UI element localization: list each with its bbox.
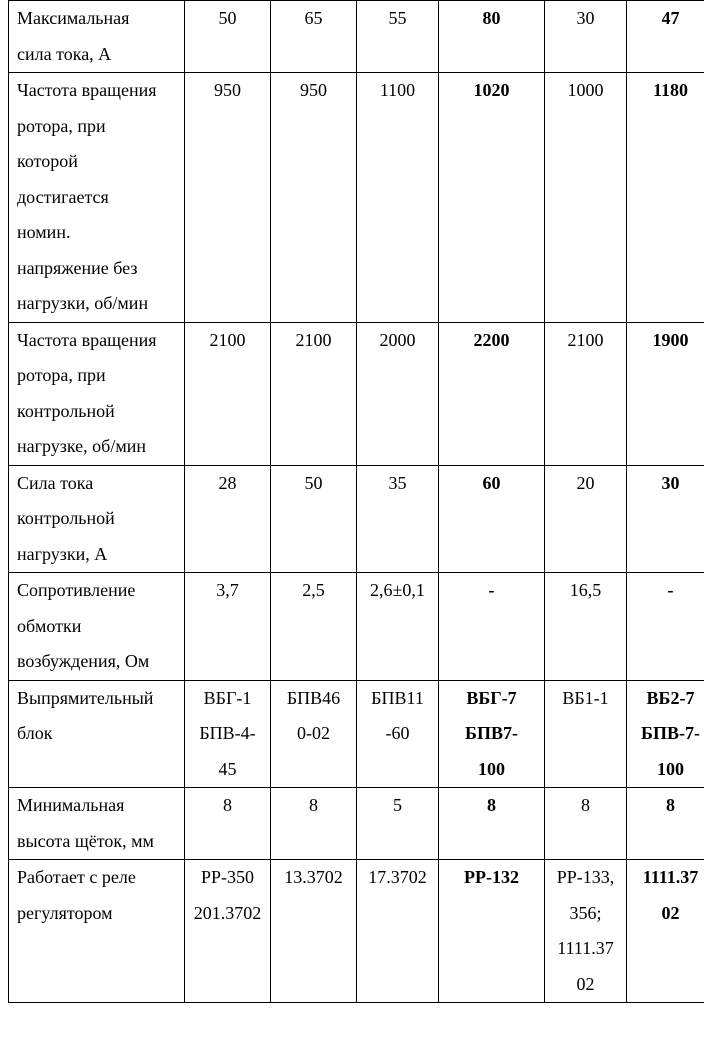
value-text-line: 16,5 xyxy=(569,580,602,600)
value-text-line: 50 xyxy=(304,472,323,493)
parameter-text-line: Частота вращения xyxy=(17,329,157,350)
value-cell xyxy=(271,573,357,681)
value-text-line: 2,6±0,1 xyxy=(370,580,425,600)
value-cell xyxy=(357,573,439,681)
value-text-line: 100 xyxy=(657,758,684,779)
value-text-line: 2000 xyxy=(379,329,416,350)
value-text-line: РР-132 xyxy=(464,867,519,887)
value-cell xyxy=(271,322,357,465)
value-cell xyxy=(357,73,439,323)
table-row xyxy=(9,322,704,465)
value-cell xyxy=(439,860,545,1003)
value-text-line: - xyxy=(488,580,495,600)
value-cell xyxy=(627,73,704,323)
value-cell xyxy=(271,465,357,573)
value-cell xyxy=(357,1,439,73)
value-text-line: 2,5 xyxy=(302,580,325,600)
value-cell xyxy=(439,322,545,465)
table-row xyxy=(9,573,704,681)
value-cell xyxy=(439,788,545,860)
table-row xyxy=(9,788,704,860)
value-cell xyxy=(545,465,627,573)
value-cell xyxy=(545,73,627,323)
value-text-line: ВБГ-1 xyxy=(203,687,252,708)
parameter-text-line: нагрузки, об/мин xyxy=(17,293,149,313)
value-cell xyxy=(627,322,704,465)
value-cell xyxy=(545,788,627,860)
value-text-line: ВБГ-7 xyxy=(466,687,517,708)
parameter-cell xyxy=(9,860,185,1003)
parameter-text-line: номин. xyxy=(17,222,71,242)
value-cell xyxy=(627,860,704,1003)
value-text-line: 02 xyxy=(576,973,595,994)
value-text-line: 0-02 xyxy=(297,723,330,743)
parameter-text-line: которой xyxy=(17,151,78,171)
value-cell xyxy=(439,680,545,788)
value-cell xyxy=(439,573,545,681)
parameter-text-line: Частота вращения xyxy=(17,80,157,100)
value-text-line: 50 xyxy=(218,8,237,28)
value-text-line: 1900 xyxy=(652,329,689,350)
parameter-text-line: Сопротивление xyxy=(17,580,136,600)
value-text-line: 17.3702 xyxy=(368,867,427,887)
table-row xyxy=(9,73,704,323)
value-cell xyxy=(185,680,271,788)
value-text-line: - xyxy=(667,580,674,600)
value-text-line: 2100 xyxy=(209,329,246,350)
value-text-line: ВБ1-1 xyxy=(562,687,609,708)
value-text-line: 2100 xyxy=(295,329,332,350)
table-row xyxy=(9,680,704,788)
value-text-line: 950 xyxy=(300,80,327,100)
value-text-line: 356; xyxy=(569,902,602,923)
parameter-text-line: Сила тока xyxy=(17,472,94,493)
value-cell xyxy=(439,465,545,573)
value-cell xyxy=(185,465,271,573)
value-text-line: 8 xyxy=(223,795,232,815)
value-cell xyxy=(545,322,627,465)
parameter-text-line: возбуждения, Ом xyxy=(17,651,150,671)
value-cell xyxy=(357,860,439,1003)
value-text-line: БПВ11 xyxy=(371,687,424,708)
value-text-line: 35 xyxy=(388,472,407,493)
value-text-line: 13.3702 xyxy=(284,867,343,887)
parameter-text-line: Минимальная xyxy=(17,795,125,815)
value-cell xyxy=(627,680,704,788)
value-text-line: 47 xyxy=(661,8,680,28)
parameter-cell xyxy=(9,1,185,73)
parameter-cell xyxy=(9,465,185,573)
value-text-line: 8 xyxy=(309,795,318,815)
parameter-text-line: контрольной xyxy=(17,508,115,528)
value-cell xyxy=(185,788,271,860)
value-cell xyxy=(545,860,627,1003)
value-text-line: 30 xyxy=(661,472,680,493)
value-text-line: 1100 xyxy=(379,80,416,100)
value-text-line: 30 xyxy=(576,8,595,28)
value-cell xyxy=(627,465,704,573)
value-text-line: РР-133, xyxy=(556,867,615,887)
value-text-line: 1020 xyxy=(473,80,510,100)
value-text-line: 3,7 xyxy=(216,580,239,600)
value-text-line: 1000 xyxy=(567,80,604,100)
value-text-line: 201.3702 xyxy=(193,902,262,923)
value-text-line: 5 xyxy=(393,795,402,815)
table-row xyxy=(9,1,704,73)
parameter-text-line: ротора, при xyxy=(17,365,106,385)
value-cell xyxy=(627,788,704,860)
parameter-cell xyxy=(9,788,185,860)
value-cell xyxy=(271,680,357,788)
value-text-line: РР-350 xyxy=(200,867,254,887)
parameter-text-line: достигается xyxy=(17,186,109,207)
value-text-line: БПВ-4- xyxy=(199,723,256,743)
value-text-line: 02 xyxy=(661,902,680,923)
value-cell xyxy=(545,680,627,788)
value-text-line: 45 xyxy=(218,758,237,779)
parameter-text-line: сила тока, А xyxy=(17,43,112,64)
parameter-text-line: Работает с реле xyxy=(17,867,136,887)
parameter-cell xyxy=(9,680,185,788)
value-text-line: 1111.37 xyxy=(557,938,614,958)
value-text-line: 28 xyxy=(218,472,237,493)
parameter-cell xyxy=(9,73,185,323)
value-text-line: 1111.37 xyxy=(642,867,699,887)
value-text-line: 80 xyxy=(482,8,501,28)
value-cell xyxy=(185,860,271,1003)
value-text-line: 950 xyxy=(214,80,241,100)
specifications-table xyxy=(8,0,704,1003)
parameter-text-line: ротора, при xyxy=(17,115,106,136)
parameter-text-line: обмотки xyxy=(17,615,82,636)
parameter-text-line: регулятором xyxy=(17,902,113,923)
value-text-line: 2100 xyxy=(567,329,604,350)
table-row xyxy=(9,860,704,1003)
parameter-text-line: контрольной xyxy=(17,400,115,421)
value-text-line: 55 xyxy=(388,8,407,28)
value-text-line: 2200 xyxy=(473,329,510,350)
value-cell xyxy=(545,573,627,681)
value-text-line: 8 xyxy=(666,795,675,815)
value-text-line: 100 xyxy=(478,758,505,779)
parameter-text-line: нагрузки, А xyxy=(17,543,108,564)
value-cell xyxy=(439,73,545,323)
value-text-line: 1180 xyxy=(652,80,688,100)
parameter-text-line: высота щёток, мм xyxy=(17,830,154,851)
parameter-text-line: блок xyxy=(17,723,53,743)
value-text-line: БПВ46 xyxy=(286,687,341,708)
value-cell xyxy=(185,1,271,73)
table-row xyxy=(9,465,704,573)
value-cell xyxy=(357,788,439,860)
value-text-line: БПВ-7- xyxy=(641,723,700,743)
parameter-text-line: нагрузке, об/мин xyxy=(17,436,146,456)
value-cell xyxy=(185,73,271,323)
value-cell xyxy=(271,1,357,73)
parameter-text-line: Выпрямительный xyxy=(17,687,154,708)
value-cell xyxy=(357,680,439,788)
value-text-line: 60 xyxy=(482,472,501,493)
value-text-line: -60 xyxy=(385,723,410,743)
value-text-line: ВБ2-7 xyxy=(646,687,695,708)
value-cell xyxy=(357,322,439,465)
parameter-text-line: напряжение без xyxy=(17,257,138,278)
parameter-cell xyxy=(9,573,185,681)
value-cell xyxy=(271,73,357,323)
value-cell xyxy=(627,573,704,681)
value-text-line: 8 xyxy=(487,795,496,815)
value-cell xyxy=(545,1,627,73)
value-cell xyxy=(271,788,357,860)
value-text-line: 8 xyxy=(581,795,590,815)
value-text-line: 20 xyxy=(576,472,595,493)
parameter-text-line: Максимальная xyxy=(17,8,130,28)
parameter-cell xyxy=(9,322,185,465)
value-cell xyxy=(357,465,439,573)
value-cell xyxy=(627,1,704,73)
value-cell xyxy=(185,322,271,465)
value-text-line: 65 xyxy=(304,8,323,28)
value-text-line: БПВ7- xyxy=(465,723,518,743)
value-cell xyxy=(439,1,545,73)
value-cell xyxy=(185,573,271,681)
value-cell xyxy=(271,860,357,1003)
table-body xyxy=(9,1,704,1003)
